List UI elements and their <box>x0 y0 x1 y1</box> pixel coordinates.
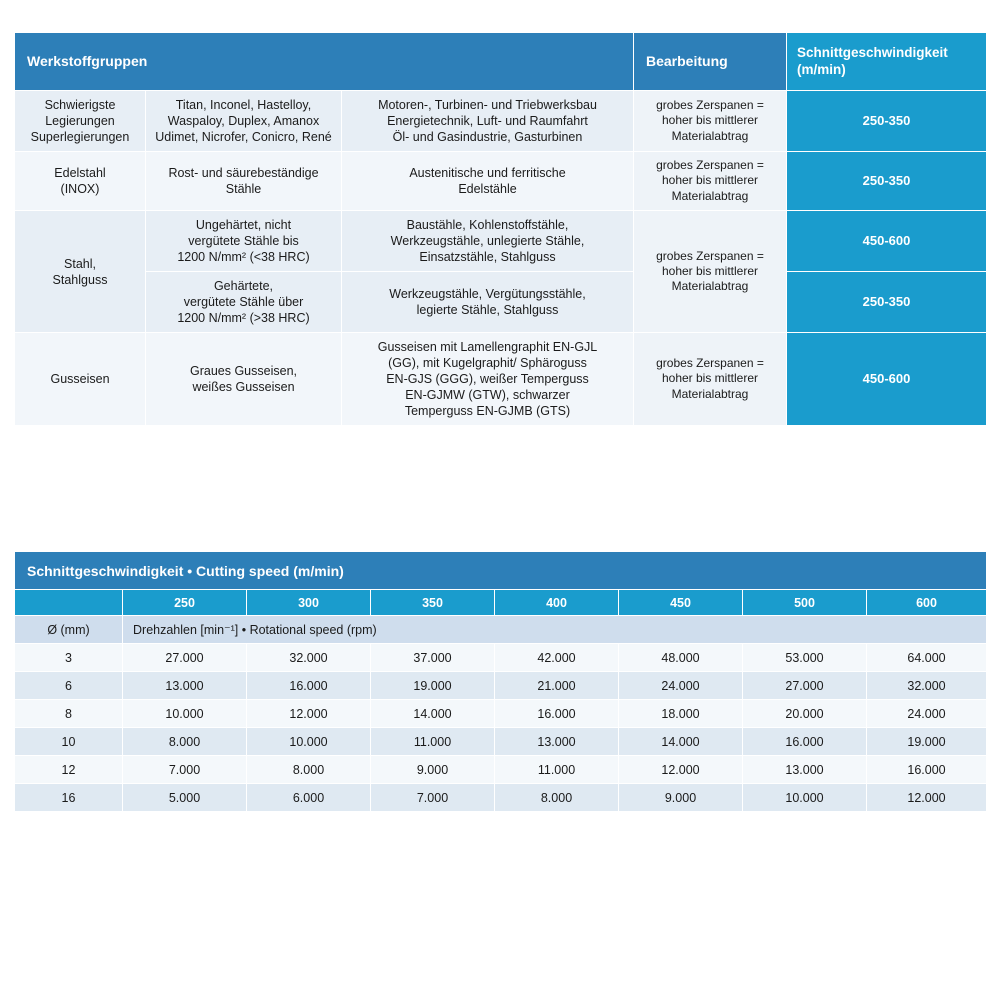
speed-header-300: 300 <box>247 590 371 616</box>
table-row <box>15 728 987 756</box>
rpm-10-600: 19.000 <box>867 728 987 756</box>
table-row <box>15 152 987 211</box>
applications-superalloys: Motoren-, Turbinen- und Triebwerksbau Energietechnik, Luft- und Raumfahrt Öl- und Gasindustrie, Gasturbinen <box>342 91 634 152</box>
machining-steel: grobes Zerspanen = hoher bis mittlerer Materialabtrag <box>634 211 787 333</box>
rpm-6-500: 27.000 <box>743 672 867 700</box>
group-steel: Stahl, Stahlguss <box>15 211 146 333</box>
rpm-16-250: 5.000 <box>123 784 247 812</box>
speed-header-400: 400 <box>495 590 619 616</box>
rpm-8-300: 12.000 <box>247 700 371 728</box>
group-inox: Edelstahl (INOX) <box>15 152 146 211</box>
table-row <box>15 700 987 728</box>
rpm-6-600: 32.000 <box>867 672 987 700</box>
rpm-12-300: 8.000 <box>247 756 371 784</box>
diameter-10: 10 <box>15 728 123 756</box>
table-header-row <box>15 33 987 91</box>
diameter-3: 3 <box>15 644 123 672</box>
rpm-3-300: 32.000 <box>247 644 371 672</box>
material-groups-table <box>14 32 987 426</box>
rotational-speed-header: Drehzahlen [min⁻¹] • Rotational speed (rpm) <box>123 616 987 644</box>
table-row <box>15 211 987 272</box>
materials-superalloys: Titan, Inconel, Hastelloy, Waspaloy, Duplex, Amanox Udimet, Nicrofer, Conicro, René <box>146 91 342 152</box>
diameter-6: 6 <box>15 672 123 700</box>
speed-header-450: 450 <box>619 590 743 616</box>
rpm-8-500: 20.000 <box>743 700 867 728</box>
rpm-6-300: 16.000 <box>247 672 371 700</box>
group-superalloys: Schwierigste Legierungen Superlegierungen <box>15 91 146 152</box>
speed-header-blank <box>15 590 123 616</box>
rpm-8-450: 18.000 <box>619 700 743 728</box>
diameter-header: Ø (mm) <box>15 616 123 644</box>
rpm-16-450: 9.000 <box>619 784 743 812</box>
rpm-8-600: 24.000 <box>867 700 987 728</box>
rpm-12-600: 16.000 <box>867 756 987 784</box>
rpm-12-250: 7.000 <box>123 756 247 784</box>
cutting-speed-table <box>14 551 987 812</box>
applications-cast-iron: Gusseisen mit Lamellengraphit EN-GJL (GG), mit Kugelgraphit/ Sphäroguss EN-GJS (GGG), weißer Temperguss EN-GJMW (GTW), schwarzer Temperguss EN-GJMB (GTS) <box>342 333 634 426</box>
speed-header-350: 350 <box>371 590 495 616</box>
rpm-16-400: 8.000 <box>495 784 619 812</box>
table-row <box>15 756 987 784</box>
speed-header-600: 600 <box>867 590 987 616</box>
speed-header-250: 250 <box>123 590 247 616</box>
rpm-6-350: 19.000 <box>371 672 495 700</box>
table-row <box>15 672 987 700</box>
rpm-10-500: 16.000 <box>743 728 867 756</box>
rpm-10-300: 10.000 <box>247 728 371 756</box>
rpm-12-500: 13.000 <box>743 756 867 784</box>
rotational-speed-subheader-row <box>15 616 987 644</box>
table-row <box>15 333 987 426</box>
applications-steel-hard: Werkzeugstähle, Vergütungsstähle, legierte Stähle, Stahlguss <box>342 272 634 333</box>
table-row <box>15 784 987 812</box>
rpm-8-350: 14.000 <box>371 700 495 728</box>
speed-steel-hard: 250-350 <box>787 272 987 333</box>
diameter-8: 8 <box>15 700 123 728</box>
table-row <box>15 644 987 672</box>
rpm-6-400: 21.000 <box>495 672 619 700</box>
table-row <box>15 272 987 333</box>
applications-steel-soft: Baustähle, Kohlenstoffstähle, Werkzeugstähle, unlegierte Stähle, Einsatzstähle, Stahlguss <box>342 211 634 272</box>
speed-cast-iron: 450-600 <box>787 333 987 426</box>
rpm-8-250: 10.000 <box>123 700 247 728</box>
materials-cast-iron: Graues Gusseisen, weißes Gusseisen <box>146 333 342 426</box>
cutting-speed-title: Schnittgeschwindigkeit • Cutting speed (m/min) <box>15 552 987 590</box>
diameter-16: 16 <box>15 784 123 812</box>
rpm-3-600: 64.000 <box>867 644 987 672</box>
rpm-3-400: 42.000 <box>495 644 619 672</box>
machining-inox: grobes Zerspanen = hoher bis mittlerer Materialabtrag <box>634 152 787 211</box>
materials-inox: Rost- und säurebeständige Stähle <box>146 152 342 211</box>
rpm-3-450: 48.000 <box>619 644 743 672</box>
rpm-3-350: 37.000 <box>371 644 495 672</box>
rpm-16-300: 6.000 <box>247 784 371 812</box>
materials-steel-soft: Ungehärtet, nicht vergütete Stähle bis 1200 N/mm² (<38 HRC) <box>146 211 342 272</box>
rpm-12-400: 11.000 <box>495 756 619 784</box>
group-cast-iron: Gusseisen <box>15 333 146 426</box>
header-schnittgeschwindigkeit: Schnittgeschwindigkeit (m/min) <box>787 33 987 91</box>
header-bearbeitung: Bearbeitung <box>634 33 787 91</box>
rpm-8-400: 16.000 <box>495 700 619 728</box>
header-werkstoffgruppen: Werkstoffgruppen <box>15 33 634 91</box>
cutting-speed-header-row <box>15 590 987 616</box>
rpm-16-350: 7.000 <box>371 784 495 812</box>
material-groups-table-container <box>14 32 986 426</box>
rpm-10-400: 13.000 <box>495 728 619 756</box>
rpm-12-450: 12.000 <box>619 756 743 784</box>
rpm-16-600: 12.000 <box>867 784 987 812</box>
materials-steel-hard: Gehärtete, vergütete Stähle über 1200 N/mm² (>38 HRC) <box>146 272 342 333</box>
rpm-6-450: 24.000 <box>619 672 743 700</box>
speed-inox: 250-350 <box>787 152 987 211</box>
rpm-16-500: 10.000 <box>743 784 867 812</box>
rpm-12-350: 9.000 <box>371 756 495 784</box>
speed-superalloys: 250-350 <box>787 91 987 152</box>
table-row <box>15 91 987 152</box>
applications-inox: Austenitische und ferritische Edelstähle <box>342 152 634 211</box>
rpm-3-500: 53.000 <box>743 644 867 672</box>
cutting-speed-title-row <box>15 552 987 590</box>
rpm-10-350: 11.000 <box>371 728 495 756</box>
speed-steel-soft: 450-600 <box>787 211 987 272</box>
rpm-3-250: 27.000 <box>123 644 247 672</box>
rpm-10-450: 14.000 <box>619 728 743 756</box>
rpm-10-250: 8.000 <box>123 728 247 756</box>
machining-superalloys: grobes Zerspanen = hoher bis mittlerer Materialabtrag <box>634 91 787 152</box>
cutting-speed-table-container <box>14 551 986 812</box>
rpm-6-250: 13.000 <box>123 672 247 700</box>
diameter-12: 12 <box>15 756 123 784</box>
machining-cast-iron: grobes Zerspanen = hoher bis mittlerer Materialabtrag <box>634 333 787 426</box>
speed-header-500: 500 <box>743 590 867 616</box>
